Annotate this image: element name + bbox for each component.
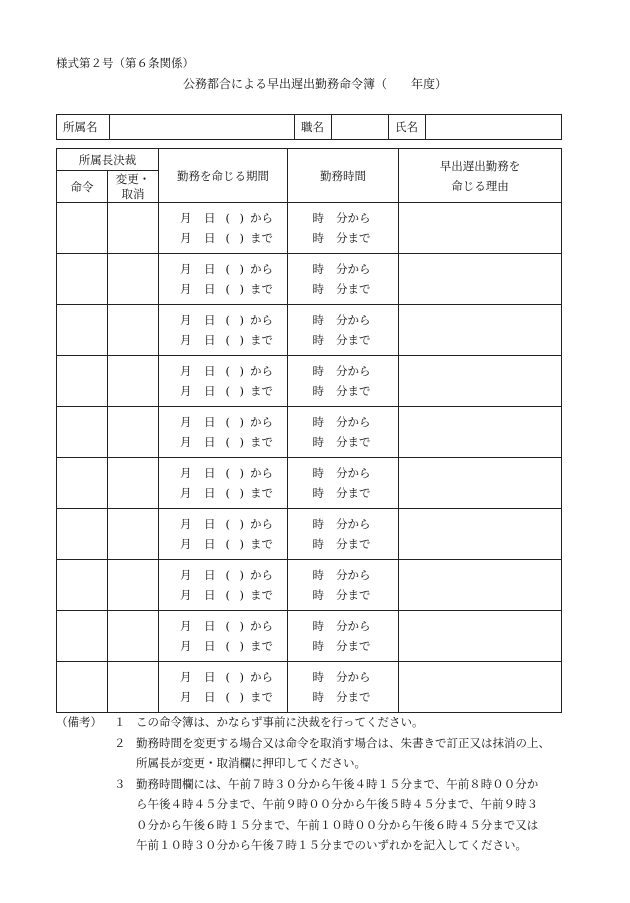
period-until-line [180, 330, 287, 350]
work-hours-cell[interactable] [288, 560, 399, 611]
order-stamp-cell[interactable] [57, 254, 108, 305]
paren-open: ( [225, 415, 230, 429]
paren-close: ) [239, 670, 244, 684]
month-label: 月 [180, 619, 192, 633]
day-label: 日 [204, 639, 216, 653]
note-line: 午前１０時３０分から午後７時１５分までのいずれかを記入してください。 [136, 838, 527, 852]
period-from-line [180, 463, 287, 483]
day-label: 日 [204, 466, 216, 480]
paren-open: ( [225, 435, 230, 449]
period-cell[interactable] [159, 611, 288, 662]
until-label: まで [250, 486, 273, 500]
until-label: まで [250, 333, 273, 347]
change-cancel-stamp-cell[interactable] [108, 305, 159, 356]
paren-open: ( [225, 486, 230, 500]
change-cancel-header-line1: 変更・ [115, 171, 151, 186]
minute-from-label: 分から [336, 466, 371, 480]
day-label: 日 [204, 568, 216, 582]
minute-from-label: 分から [336, 415, 371, 429]
paren-open: ( [225, 364, 230, 378]
period-until-line [180, 585, 287, 605]
month-label: 月 [180, 231, 192, 245]
month-label: 月 [180, 384, 192, 398]
month-label: 月 [180, 435, 192, 449]
minute-until-label: 分まで [336, 231, 371, 245]
note-line: 所属長が変更・取消欄に押印してください。 [136, 756, 366, 770]
table-row [57, 458, 562, 509]
name-field[interactable] [426, 115, 562, 140]
month-label: 月 [180, 364, 192, 378]
day-label: 日 [204, 517, 216, 531]
minute-until-label: 分まで [336, 639, 371, 653]
order-stamp-cell[interactable] [57, 611, 108, 662]
day-label: 日 [204, 313, 216, 327]
period-cell[interactable] [159, 560, 288, 611]
day-label: 日 [204, 486, 216, 500]
until-label: まで [250, 690, 273, 704]
time-until-line [288, 381, 398, 401]
paren-close: ) [239, 211, 244, 225]
month-label: 月 [180, 568, 192, 582]
work-hours-cell[interactable] [288, 662, 399, 713]
reason-header [399, 149, 562, 203]
table-row [57, 611, 562, 662]
paren-close: ) [239, 466, 244, 480]
paren-close: ) [239, 486, 244, 500]
period-header: 勤務を命じる期間 [159, 149, 288, 203]
order-stamp-cell[interactable] [57, 356, 108, 407]
month-label: 月 [180, 537, 192, 551]
order-stamp-cell[interactable] [57, 662, 108, 713]
reason-cell[interactable] [399, 356, 562, 407]
note-text [56, 733, 576, 774]
change-cancel-stamp-cell[interactable] [108, 458, 159, 509]
period-cell[interactable] [159, 662, 288, 713]
month-label: 月 [180, 333, 192, 347]
hour-label: 時 [312, 211, 324, 225]
period-from-line [180, 259, 287, 279]
work-hours-cell[interactable] [288, 305, 399, 356]
day-label: 日 [204, 282, 216, 296]
time-until-line [288, 483, 398, 503]
paren-open: ( [225, 588, 230, 602]
document-title [0, 75, 630, 92]
month-label: 月 [180, 690, 192, 704]
time-until-line [288, 279, 398, 299]
from-label: から [250, 517, 273, 531]
paren-close: ) [239, 262, 244, 276]
notes-section [56, 712, 576, 856]
minute-until-label: 分まで [336, 690, 371, 704]
minute-until-label: 分まで [336, 588, 371, 602]
period-until-line [180, 381, 287, 401]
header-fields-table [56, 114, 562, 140]
time-from-line [288, 412, 398, 432]
day-label: 日 [204, 588, 216, 602]
reason-header-line2: 命じる理由 [451, 178, 509, 193]
table-row [57, 509, 562, 560]
work-hours-cell[interactable] [288, 509, 399, 560]
time-from-line [288, 208, 398, 228]
period-until-line [180, 687, 287, 707]
notes-label: （備考） [56, 715, 102, 729]
note-item [56, 774, 576, 856]
change-cancel-stamp-cell[interactable] [108, 254, 159, 305]
paren-close: ) [239, 537, 244, 551]
work-hours-cell[interactable] [288, 611, 399, 662]
time-from-line [288, 259, 398, 279]
note-text [56, 774, 576, 856]
paren-close: ) [239, 231, 244, 245]
paren-open: ( [225, 690, 230, 704]
work-hours-cell[interactable] [288, 203, 399, 254]
order-register-table [56, 148, 562, 713]
period-from-line [180, 616, 287, 636]
reason-cell[interactable] [399, 305, 562, 356]
paren-open: ( [225, 282, 230, 296]
change-cancel-stamp-cell[interactable] [108, 509, 159, 560]
paren-open: ( [225, 517, 230, 531]
paren-open: ( [225, 537, 230, 551]
period-from-line [180, 667, 287, 687]
hour-label: 時 [312, 384, 324, 398]
day-label: 日 [204, 231, 216, 245]
minute-until-label: 分まで [336, 486, 371, 500]
time-until-line [288, 228, 398, 248]
month-label: 月 [180, 415, 192, 429]
minute-from-label: 分から [336, 211, 371, 225]
paren-open: ( [225, 262, 230, 276]
period-from-line [180, 310, 287, 330]
from-label: から [250, 415, 273, 429]
work-hours-cell[interactable] [288, 407, 399, 458]
paren-open: ( [225, 619, 230, 633]
hour-label: 時 [312, 588, 324, 602]
reason-cell[interactable] [399, 560, 562, 611]
hour-label: 時 [312, 690, 324, 704]
change-cancel-stamp-cell[interactable] [108, 560, 159, 611]
hour-label: 時 [312, 517, 324, 531]
document-title-text: 公務都合による早出遅出勤務命令簿（ 年度） [182, 77, 447, 91]
day-label: 日 [204, 690, 216, 704]
paren-open: ( [225, 384, 230, 398]
time-from-line [288, 667, 398, 687]
until-label: まで [250, 282, 273, 296]
paren-close: ) [239, 282, 244, 296]
paren-close: ) [239, 364, 244, 378]
reason-cell[interactable] [399, 458, 562, 509]
paren-close: ) [239, 690, 244, 704]
day-label: 日 [204, 435, 216, 449]
note-line: ら午後４時４５分まで、午前９時００分から午後５時４５分まで、午前９時３ [136, 797, 539, 811]
paren-close: ) [239, 333, 244, 347]
time-from-line [288, 616, 398, 636]
day-label: 日 [204, 364, 216, 378]
minute-from-label: 分から [336, 619, 371, 633]
month-label: 月 [180, 588, 192, 602]
month-label: 月 [180, 313, 192, 327]
note-item [56, 712, 576, 733]
hour-label: 時 [312, 231, 324, 245]
from-label: から [250, 313, 273, 327]
position-label: 職名 [295, 115, 332, 140]
reason-cell[interactable] [399, 611, 562, 662]
from-label: から [250, 211, 273, 225]
period-from-line [180, 514, 287, 534]
paren-close: ) [239, 639, 244, 653]
paren-close: ) [239, 588, 244, 602]
month-label: 月 [180, 639, 192, 653]
hour-label: 時 [312, 568, 324, 582]
from-label: から [250, 466, 273, 480]
period-until-line [180, 279, 287, 299]
period-cell[interactable] [159, 509, 288, 560]
note-text [56, 712, 576, 733]
paren-open: ( [225, 313, 230, 327]
note-line: 勤務時間を変更する場合又は命令を取消す場合は、朱書きで訂正又は抹消の上、 [136, 735, 550, 750]
order-stamp-cell[interactable] [57, 203, 108, 254]
table-row [57, 560, 562, 611]
day-label: 日 [204, 415, 216, 429]
month-label: 月 [180, 262, 192, 276]
month-label: 月 [180, 486, 192, 500]
paren-open: ( [225, 466, 230, 480]
minute-until-label: 分まで [336, 537, 371, 551]
change-cancel-stamp-cell[interactable] [108, 662, 159, 713]
minute-until-label: 分まで [336, 333, 371, 347]
period-from-line [180, 412, 287, 432]
until-label: まで [250, 435, 273, 449]
table-row [57, 254, 562, 305]
note-number: ３ [114, 776, 126, 791]
paren-close: ) [239, 313, 244, 327]
table-row [57, 356, 562, 407]
paren-close: ) [239, 568, 244, 582]
position-field[interactable] [332, 115, 389, 140]
note-number: １ [114, 715, 126, 729]
paren-close: ) [239, 517, 244, 531]
minute-until-label: 分まで [336, 435, 371, 449]
order-stamp-cell[interactable] [57, 509, 108, 560]
hour-label: 時 [312, 670, 324, 684]
until-label: まで [250, 588, 273, 602]
time-until-line [288, 330, 398, 350]
minute-from-label: 分から [336, 313, 371, 327]
minute-from-label: 分から [336, 670, 371, 684]
affiliation-label: 所属名 [57, 115, 110, 140]
paren-close: ) [239, 619, 244, 633]
time-from-line [288, 463, 398, 483]
period-cell[interactable] [159, 356, 288, 407]
hour-label: 時 [312, 435, 324, 449]
period-cell[interactable] [159, 203, 288, 254]
period-cell[interactable] [159, 254, 288, 305]
paren-close: ) [239, 435, 244, 449]
reason-cell[interactable] [399, 254, 562, 305]
month-label: 月 [180, 670, 192, 684]
order-stamp-cell[interactable] [57, 305, 108, 356]
paren-close: ) [239, 415, 244, 429]
minute-from-label: 分から [336, 262, 371, 276]
order-stamp-cell[interactable] [57, 458, 108, 509]
period-from-line [180, 565, 287, 585]
day-label: 日 [204, 384, 216, 398]
period-cell[interactable] [159, 407, 288, 458]
month-label: 月 [180, 211, 192, 225]
day-label: 日 [204, 333, 216, 347]
table-row [57, 305, 562, 356]
day-label: 日 [204, 619, 216, 633]
month-label: 月 [180, 282, 192, 296]
paren-open: ( [225, 231, 230, 245]
from-label: から [250, 619, 273, 633]
reason-cell[interactable] [399, 509, 562, 560]
work-hours-cell[interactable] [288, 254, 399, 305]
reason-header-line1: 早出遅出勤務を [439, 158, 521, 173]
note-line: 勤務時間欄には、午前７時３０分から午後４時１５分まで、午前８時００分か [136, 776, 539, 791]
minute-until-label: 分まで [336, 384, 371, 398]
reason-cell[interactable] [399, 203, 562, 254]
paren-open: ( [225, 211, 230, 225]
minute-until-label: 分まで [336, 282, 371, 296]
period-from-line [180, 361, 287, 381]
hour-label: 時 [312, 282, 324, 296]
change-cancel-stamp-cell[interactable] [108, 611, 159, 662]
from-label: から [250, 568, 273, 582]
period-from-line [180, 208, 287, 228]
period-cell[interactable] [159, 458, 288, 509]
time-from-line [288, 514, 398, 534]
affiliation-field[interactable] [110, 115, 295, 140]
hour-label: 時 [312, 313, 324, 327]
hour-label: 時 [312, 415, 324, 429]
hour-label: 時 [312, 619, 324, 633]
period-cell[interactable] [159, 305, 288, 356]
paren-open: ( [225, 568, 230, 582]
day-label: 日 [204, 537, 216, 551]
period-until-line [180, 228, 287, 248]
change-cancel-stamp-cell[interactable] [108, 356, 159, 407]
hour-label: 時 [312, 639, 324, 653]
paren-close: ) [239, 384, 244, 398]
from-label: から [250, 364, 273, 378]
change-cancel-stamp-cell[interactable] [108, 203, 159, 254]
time-until-line [288, 432, 398, 452]
minute-from-label: 分から [336, 568, 371, 582]
order-rows [57, 203, 562, 713]
month-label: 月 [180, 517, 192, 531]
month-label: 月 [180, 466, 192, 480]
change-cancel-stamp-cell[interactable] [108, 407, 159, 458]
time-from-line [288, 361, 398, 381]
change-cancel-header-line2: 取消 [121, 186, 145, 201]
period-until-line [180, 432, 287, 452]
until-label: まで [250, 231, 273, 245]
work-hours-cell[interactable] [288, 356, 399, 407]
note-number: ２ [114, 735, 126, 750]
order-stamp-cell[interactable] [57, 560, 108, 611]
time-from-line [288, 310, 398, 330]
minute-from-label: 分から [336, 364, 371, 378]
time-until-line [288, 687, 398, 707]
change-cancel-header [108, 171, 159, 203]
table-row [57, 407, 562, 458]
day-label: 日 [204, 262, 216, 276]
until-label: まで [250, 537, 273, 551]
hour-label: 時 [312, 262, 324, 276]
from-label: から [250, 262, 273, 276]
paren-open: ( [225, 333, 230, 347]
hour-label: 時 [312, 537, 324, 551]
order-stamp-cell[interactable] [57, 407, 108, 458]
until-label: まで [250, 384, 273, 398]
note-line: ０分から午後６時１５分まで、午前１０時００分から午後６時４５分まで又は [136, 817, 539, 832]
from-label: から [250, 670, 273, 684]
day-label: 日 [204, 670, 216, 684]
period-until-line [180, 483, 287, 503]
period-until-line [180, 534, 287, 554]
time-from-line [288, 565, 398, 585]
form-number: 様式第２号（第６条関係） [56, 56, 194, 70]
name-label: 氏名 [389, 115, 426, 140]
hour-label: 時 [312, 486, 324, 500]
work-hours-header: 勤務時間 [288, 149, 399, 203]
time-until-line [288, 585, 398, 605]
paren-open: ( [225, 639, 230, 653]
note-item [56, 733, 576, 774]
decision-group-header: 所属長決裁 [57, 149, 159, 171]
work-hours-cell[interactable] [288, 458, 399, 509]
day-label: 日 [204, 211, 216, 225]
hour-label: 時 [312, 333, 324, 347]
reason-cell[interactable] [399, 407, 562, 458]
hour-label: 時 [312, 364, 324, 378]
note-line: この命令簿は、かならず事前に決裁を行ってください。 [136, 715, 424, 729]
table-row [57, 662, 562, 713]
period-until-line [180, 636, 287, 656]
time-until-line [288, 534, 398, 554]
order-header: 命令 [57, 171, 108, 203]
reason-cell[interactable] [399, 662, 562, 713]
hour-label: 時 [312, 466, 324, 480]
time-until-line [288, 636, 398, 656]
paren-open: ( [225, 670, 230, 684]
table-row [57, 203, 562, 254]
until-label: まで [250, 639, 273, 653]
minute-from-label: 分から [336, 517, 371, 531]
